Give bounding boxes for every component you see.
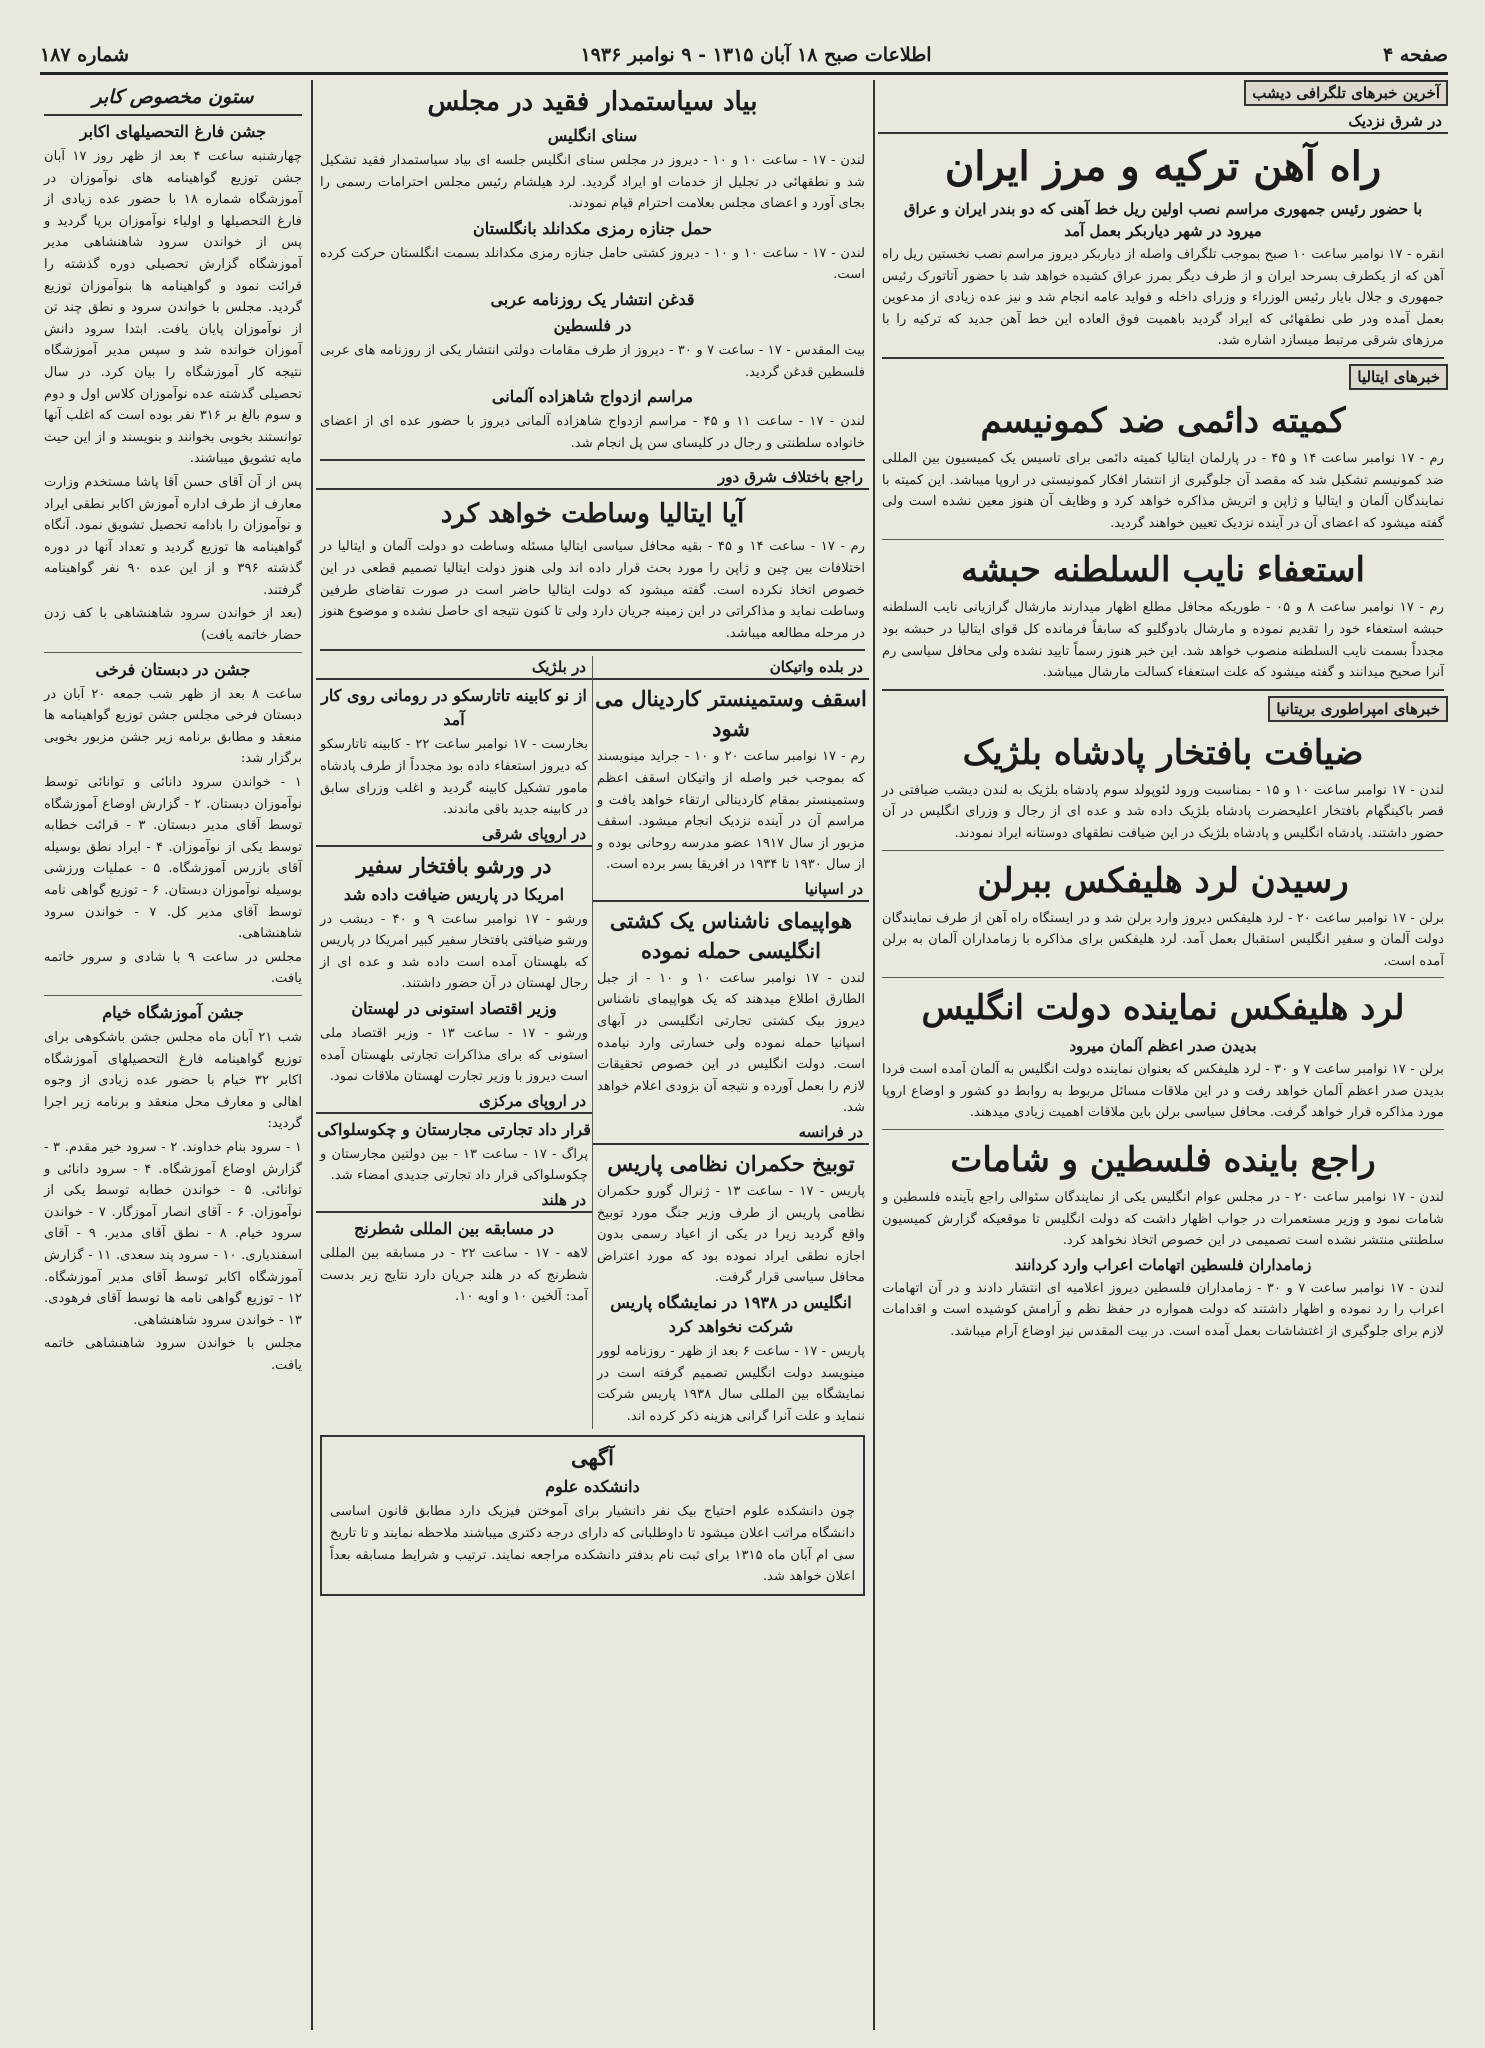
plane-attack-story: لندن - ۱۷ نوامبر ساعت ۱۰ و ۱۰ - از جبل الطارق اطلاع میدهند که یک هواپیمای ناشناس دیروز بیک کشتی تجارتی انگلیسی در آبهای اسپانیا حمله نموده ولی خسارتی وارد نیامده است. دولت انگلیس در این خصوص تحقیقات لازم را بعمل آورده و نتیجه آن بزودی اعلام خواهد شد. [597,970,865,1116]
netherlands-kicker: در هلند [316,1189,592,1213]
macdonald-story: لندن - ۱۷ - ساعت ۱۰ و ۱۰ - دیروز کشتی حامل جنازه رمزی مکدانلد بسمت انگلستان حرکت کرده است. [320,245,865,283]
romania-cabinet-story: بخارست - ۱۷ نوامبر ساعت ۲۲ - کابینه تاتارسکو که دیروز استعفاء داده بود مجدداً از طرف پادشاه مامور تشکیل کابینه گردید و اغلب وزرای سابق در کابینه جدید باقی ماندند. [320,737,588,818]
britain-section-label: خبرهای امپراطوری بریتانیا [1268,696,1448,722]
italy-section-label: خبرهای ایتالیا [1349,364,1448,390]
halifax-berlin-story: برلن - ۱۷ نوامبر ساعت ۲۰ - لرد هلیفکس دیروز وارد برلن شد و در ایستگاه راه آهن از طرف نمایندگان دولت آلمان و سفیر انگلیس استقبال بعمل آمد. لرد هلیفکس برای مذاکره با زمامداران آلمان به برلن آمده است. [882,910,1444,969]
belgian-king-headline: ضیافت بافتخار پادشاه بلژیک [962,732,1364,773]
column-rule [311,80,313,2030]
italy-mediation-story: رم - ۱۷ - ساعت ۱۴ و ۴۵ - بقیه محافل سیاسی ایتالیا مسئله وساطت دو دولت آلمان و ایتالیا در اختلافات بین چین و ژاپن را مورد بحث قرار داده اند ولی هنوز دولت ایتالیا تصمیم قطعی در این خصوص اتخاذ نکرده است. گفته میشود که دولت ایتالیا حاضر است در صورت تقاضای طرفین وساطت نماید و مذاکراتی در این زمینه جریان دارد ولی تا کنون نتیجه ای حاصل نشده و موضوع هنوز در مرحله مطالعه میباشد. [320,539,866,641]
divider [882,977,1444,978]
issue-number: شماره ۱۸۷ [40,44,130,66]
arab-paper-subhead: قدغن انتشار یک روزنامه عربی [490,289,695,309]
divider [882,850,1444,851]
far-east-kicker: راجع باختلاف شرق دور [316,466,869,490]
divider [882,357,1444,359]
middle-subcolumns [316,656,869,1429]
telegraph-kicker: آخرین خبرهای تلگرافی دیشب [1244,80,1448,106]
khayyam-program: ۱ - سرود بنام خداوند. ۲ - سرود خیر مقدم. ۳ - گزارش اوضاع آموزشگاه. ۴ - سرود دانائی و توانائی. ۵ - خواندن خطابه توسط یکی از نوآموزان. ۶ - آقای انصار آموزگار. ۷ - خواندن سرود خیام. ۸ - نطق آقای مدیر. ۹ - آقای اسفندیاری. ۱۰ - سرود پند سعدی. ۱۱ - گزارش آموزشگاه اکابر توسط آقای مدیر آموزشگاه. ۱۲ - توزیع گواهی نامه ها توسط آقای فرهودی. ۱۳ - خواندن سرود شاهنشاهی. [44,1139,303,1328]
arab-paper-subhead-2: در فلسطین [553,315,632,335]
spain-kicker: در اسپانیا [593,878,869,902]
paris-governor-headline: توبیخ حکمران نظامی پاریس [607,1151,855,1177]
masthead-rule [40,72,1448,75]
east-europe-kicker: در اروپای شرقی [316,823,592,847]
turkey-railway-headline: راه آهن ترکیه و مرز ایران [944,143,1382,190]
divider [320,459,865,461]
italy-mediation-headline: آیا ایتالیا وساطت خواهد کرد [440,499,745,530]
page-number: صفحه ۴ [1382,44,1448,66]
middle-left-subcolumn [316,656,593,1429]
wedding-subhead: مراسم ازدواج شاهزاده آلمانی [491,387,694,407]
trade-treaty-story: پراگ - ۱۷ - ساعت ۱۳ - بین دولتین مجارستان و چکوسلواکی قرار داد تجارتی جدیدی امضاء شد. [320,1146,588,1184]
memorial-headline: بیاد سیاستمدار فقید در مجلس [427,87,758,117]
khayyam-closing: مجلس با خواندن سرود شاهنشاهی خاتمه یافت. [44,1336,302,1373]
estonia-subhead: وزیر اقتصاد استونی در لهستان [351,999,557,1019]
divider [882,539,1444,540]
palestine-leaders-deck: زمامداران فلسطین اتهامات اعراب وارد کردانند [1014,1255,1312,1274]
left-column [40,80,306,2030]
near-east-kicker: در شرق نزدیک [878,110,1448,134]
paris-governor-story: پاریس - ۱۷ - ساعت ۱۳ - ژنرال گورو حکمران نظامی پاریس از طرف وزیر جنگ مورد توبیخ واقع گردید زیرا در یکی از اعیاد رسمی بدون اجازه نطقی ایراد نموده بود که مورد اعتراض محافل سیاسی قرار گرفت. [597,1184,865,1286]
ad-subtitle: دانشکده علوم [545,1477,640,1497]
ad-text: چون دانشکده علوم احتیاج بیک نفر دانشیار برای آموختن فیزیک دارد مطابق قانون اساسی دانشگاه مراتب اعلان میشود تا داوطلبانی که دارای درجه دکتری میباشند ملاحظه نمایند و تا تاریخ سی ام آبان ماه ۱۳۱۵ برای ثبت نام بدفتر دانشکده مراجعه نمایند. ترتیب و شرایط مسابقه بعداً اعلان خواهد شد. [330,1504,856,1585]
senate-story: لندن - ۱۷ - ساعت ۱۰ و ۱۰ - دیروز در مجلس سنای انگلیس جلسه ای بیاد سیاستمدار فقید تشکیل شد و نطقهائی در تجلیل از خدمات او ایراد گردید. لرد هیلشام رئیس مجلس احترامات رسمی را بجای آورد و اعضای مجلس بعلامت احترام قیام نمودند. [320,153,865,212]
warsaw-story: ورشو - ۱۷ نوامبر ساعت ۹ و ۴۰ - دیشب در ورشو ضیافتی بافتخار سفیر کبیر امریکا در پاریس که بلهستان آمده است داده شد و عده ای از رجال لهستان در آن حضور داشتند. [320,911,588,992]
halifax-envoy-deck: بدیدن صدر اعظم آلمان میرود [1069,1037,1257,1056]
chess-story: لاهه - ۱۷ - ساعت ۲۲ - در مسابقه بین المللی شطرنج که در هلند جریان دارد نتایج زیر بدست آمد: آلخین ۱۰ و اویه ۱۰. [320,1246,588,1305]
wedding-story: لندن - ۱۷ - ساعت ۱۱ و ۴۵ - مراسم ازدواج شاهزاده آلمانی دیروز با حضور عده ای از اعضای خانواده سلطنتی و رجال در کلیسای سن پل انجام شد. [320,414,865,451]
issue-date: اطلاعات صبح ۱۸ آبان ۱۳۱۵ - ۹ نوامبر ۱۹۳۶ [580,44,932,66]
graduation-subhead: جشن فارغ التحصیلهای اکابر [79,122,267,141]
palestine-future-story: لندن - ۱۷ نوامبر ساعت ۲۰ - در مجلس عوام انگلیس یکی از نمایندگان سئوالی راجع بآینده فلسطین و شامات نمود و وزیر مستعمرات در جواب اظهار داشت که دولت انگلیس تا موقعیکه گزارش کمیسیون سلطنتی منتشر نشده است تصمیمی در این خصوص اتخاذ نخواهد کرد. [882,1190,1445,1249]
vatican-kicker: در بلده واتیکان [593,656,869,680]
divider [320,649,865,651]
palestine-leaders-story: لندن - ۱۷ نوامبر ساعت ۷ و ۳۰ - زمامداران فلسطین دیروز اعلامیه ای انتشار دادند و در آن اتهامات اعراب را رد نموده و اظهار داشتند که دولت همواره در حفظ نظم و آرامش کوشیده است و اقدامات لازم برای جلوگیری از اغتشاشات بعمل آمده است. در بیت المقدس نیز اوضاع آرام میباشد. [882,1280,1444,1340]
expo-story: پاریس - ۱۷ - ساعت ۶ بعد از ظهر - روزنامه لوور مینویسد دولت انگلیس تصمیم گرفته است در نمایشگاه بین المللی سال ۱۹۳۸ پاریس شرکت ننماید و علت آنرا گرانی هزینه ذکر کرده اند. [597,1344,865,1424]
arab-paper-story: بیت المقدس - ۱۷ - ساعت ۷ و ۳۰ - دیروز از طرف مقامات دولتی انتشار یکی از روزنامه های عربی فلسطین قدغن گردید. [320,342,865,380]
divider [882,1129,1444,1130]
palestine-future-headline: راجع باینده فلسطین و شامات [950,1140,1376,1181]
macdonald-subhead: حمل جنازه رمزی مکدانلد بانگلستان [473,218,712,238]
special-column-title: ستون مخصوص کابر [44,80,302,116]
divider [44,652,302,653]
plane-attack-headline: هواپیمای ناشناس یک کشتی انگلیسی حمله نموده [609,907,853,963]
farrokhi-closing: مجلس در ساعت ۹ با شادی و سرور خاتمه یافت. [44,949,302,987]
turkey-railway-deck: با حضور رئیس جمهوری مراسم نصب اولین ریل خط آهنی که دو بندر ایران و عراق میرود در شهر دیاربکر بعمل آمد [903,200,1423,240]
senate-subhead: سنای انگلیس [547,126,638,145]
central-europe-kicker: در اروپای مرکزی [316,1090,592,1114]
anti-communism-headline: کمیته دائمی ضد کمونیسم [980,400,1346,441]
warsaw-headline: در ورشو بافتخار سفیر [356,852,552,878]
belgium-kicker: در بلژیک [316,656,592,680]
halifax-envoy-headline: لرد هلیفکس نماینده دولت انگلیس [921,988,1405,1029]
cardinal-headline: اسقف وستمینستر کاردینال می شود [595,686,867,742]
abyssinia-resign-headline: استعفاء نایب السلطنه حبشه [961,550,1365,591]
farrokhi-subhead: جشن در دبستان فرخی [95,659,251,679]
column-rule [873,80,875,2030]
masthead [40,38,1448,72]
abyssinia-resign-story: رم - ۱۷ نوامبر ساعت ۸ و ۰۵ - طوریکه محافل مطلع اظهار میدارند مارشال گرازیانی نایب السلطنه حبشه استعفاء خود را تقدیم نموده و مارشال بادوگلیو که سابقاً فرمانده کل قوای ایتالیا در حبشه بود مجدداً بسمت نایب السلطنه منصوب خواهد شد. این خبر هنوز رسماً تایید نشده ولی محافل سیاسی رم آنرا صحیح میدانند و گفته میشود که علت استعفاء کسالت مارشال میباشد. [882,600,1445,681]
divider [44,995,302,996]
ad-title: آگهی [570,1445,614,1471]
farrokhi-text: ساعت ۸ بعد از ظهر شب جمعه ۲۰ آبان در دبستان فرخی مجلس جشن توزیع گواهینامه ها منعقد و مطابق برنامه زیر جشن مزبور بخوبی برگزار شد: [44,686,303,767]
france-kicker: در فرانسه [593,1121,869,1145]
khayyam-subhead: جشن آموزشگاه خیام [102,1002,244,1022]
newspaper-page [40,38,1448,2033]
anti-communism-story: رم - ۱۷ نوامبر ساعت ۱۴ و ۴۵ - در پارلمان ایتالیا کمیته دائمی برای تاسیس یک کمیسیون بین المللی ضد کمونیسم تشکیل شد که مقصد آن جلوگیری از انتشار افکار کمونیستی در اروپا میباشد. این کمیته با نمایندگان آلمان و ایتالیا و ژاپن و اتریش مذاکره خواهد کرد و وظایف آن هنوز معین نشده است ولی گفته میشود که اعضای آن در آینده نزدیک تعیین خواهند گردید. [882,450,1444,531]
divider [882,689,1444,691]
khayyam-text: شب ۲۱ آبان ماه مجلس جشن باشکوهی برای توزیع گواهینامه فارغ التحصیلهای آموزشگاه اکابر ۳۲ خیام با حضور عده زیادی از وجوه اهالی و معارف محل منعقد و برنامه زیر اجرا گردید: [44,1029,302,1132]
halifax-berlin-headline: رسیدن لرد هلیفکس ببرلن [977,860,1349,901]
middle-right-subcolumn [593,656,869,1429]
cardinal-story: رم - ۱۷ نوامبر ساعت ۲۰ و ۱۰ - جراید مینویسند که بموجب خبر واصله از واتیکان اسقف اعظم وستمینستر بمقام کاردینالی ارتقاء خواهد یافت و مراسم آن در آینده نزدیک انجام میشود. اسقف مزبور از سال ۱۹۱۷ عضو مدرسه روحانی بوده و از سال ۱۹۳۰ تا ۱۹۳۴ در افریقا بسر برده است. [597,749,866,873]
romania-cabinet-headline: از نو کابینه تاتارسکو در رومانی روی کار آمد [321,686,587,730]
right-column [878,80,1448,2030]
middle-column [316,80,869,2030]
warsaw-deck: امریکا در پاریس ضیافت داده شد [343,884,565,904]
farrokhi-program: ۱ - خواندن سرود دانائی و توانائی توسط نوآموزان دبستان. ۲ - گزارش اوضاع آموزشگاه توسط آقای مدیر دبستان. ۳ - قرائت خطابه توسط یکی از نوآموزان. ۴ - ایراد نطق بوسیله آقای بازرس آموزشگاه. ۵ - عملیات ورزشی بوسیله نوآموزان دبستان. ۶ - توزیع گواهی نامه توسط آقای مدیر کل. ۷ - خواندن سرود شاهنشاهی. [44,775,303,942]
graduation-text: چهارشنبه ساعت ۴ بعد از ظهر روز ۱۷ آبان جشن توزیع گواهینامه های نوآموزان در آموزشگاه شماره ۱۸ با حضور عده زیادی از فارغ التحصیلها و اولیاء نوآموزان برپا گردید و پس از خواندن سرود شاهنشاهی مدیر آموزشگاه گزارش تحصیلی دوره گذشته را قرائت نمود و گواهینامه ها بنوآموزان توزیع گردید. مجلس با خواندن سرود و نطق چند تن از نوآموزان پایان یافت. ابتدا سرود دانش آموزان خوانده شد و سپس مدیر آموزشگاه نتیجه کار آموزشگاه را بیان کرد. در سال تحصیلی گذشته عده نوآموزان کلاس اول و دوم و سوم بالغ بر ۳۱۶ نفر بوده است که اغلب آنها توانستند بخوبی بخوانند و بنویسند و از این حیث مایه تشویق میباشند. [44,149,302,467]
turkey-railway-story: انقره - ۱۷ نوامبر ساعت ۱۰ صبح بموجب تلگراف واصله از دیاربکر دیروز مراسم نصب نخستین ریل راه آهن که از یکطرف بسرحد ایران و از طرف دیگر بمرز عراق کشیده خواهد شد با حضور آتاتورک رئیس جمهوری و جلال بایار رئیس الوزراء و وزرای داخله و فواید عامه انجام شد و نیز عده زیادی از مدعوین بعمل آمده ودر طی نطقهائی که ایراد گردید باهمیت فوق العاده این خط آهن جدید که ترکیه را با مرزهای شرقی مرتبط میسازد اشاره شد. [882,247,1445,349]
expo-subhead: انگلیس در ۱۹۳۸ در نمایشگاه پاریس شرکت نخواهد کرد [610,1293,852,1336]
advertisement [320,1435,865,1595]
trade-treaty-headline: قرار داد تجارتی مجارستان و چکوسلواکی [317,1119,591,1139]
chess-headline: در مسابقه بین المللی شطرنج [353,1219,555,1239]
graduation-text-2: پس از آن آقای حسن آقا پاشا مستخدم وزارت معارف از طرف اداره آموزش اکابر نطقی ایراد و نوآموزان را بادامه تحصیل تشویق نمود. آنگاه گواهینامه ها توزیع گردید و تعداد آنها در دوره گذشته ۳۹۶ و از این عده ۹۰ نفر گواهینامه گرفتند. [44,474,302,598]
estonia-story: ورشو - ۱۷ - ساعت ۱۳ - وزیر اقتصاد ملی استونی که برای مذاکرات تجارتی بلهستان آمده است دیروز با وزیر تجارت لهستان ملاقات نمود. [320,1026,588,1085]
halifax-envoy-story: برلن - ۱۷ نوامبر ساعت ۷ و ۳۰ - لرد هلیفکس که بعنوان نماینده دولت انگلیس به آلمان آمده است فردا بدیدن صدر اعظم آلمان خواهد رفت و در این ملاقات مسائل مربوط به روابط دو کشور و اوضاع اروپا مورد مذاکره قرار خواهد گرفت. محافل سیاسی برلن باین ملاقات اهمیت زیادی میدهند. [882,1062,1444,1121]
graduation-text-3: (بعد از خواندن سرود شاهنشاهی با کف زدن حضار خاتمه یافت) [44,606,302,644]
belgian-king-story: لندن - ۱۷ نوامبر ساعت ۱۰ و ۱۵ - بمناسبت ورود لئوپولد سوم پادشاه بلژیک به لندن دیشب ضیافتی در قصر باکینگهام بافتخار اعلیحضرت پادشاه بلژیک داده شد و عده ای از رجال و وزرای انگلیس در آن حضور داشتند. پادشاه انگلیس و پادشاه بلژیک در این ضیافت نطقهای دوستانه ایراد نمودند. [882,782,1444,841]
